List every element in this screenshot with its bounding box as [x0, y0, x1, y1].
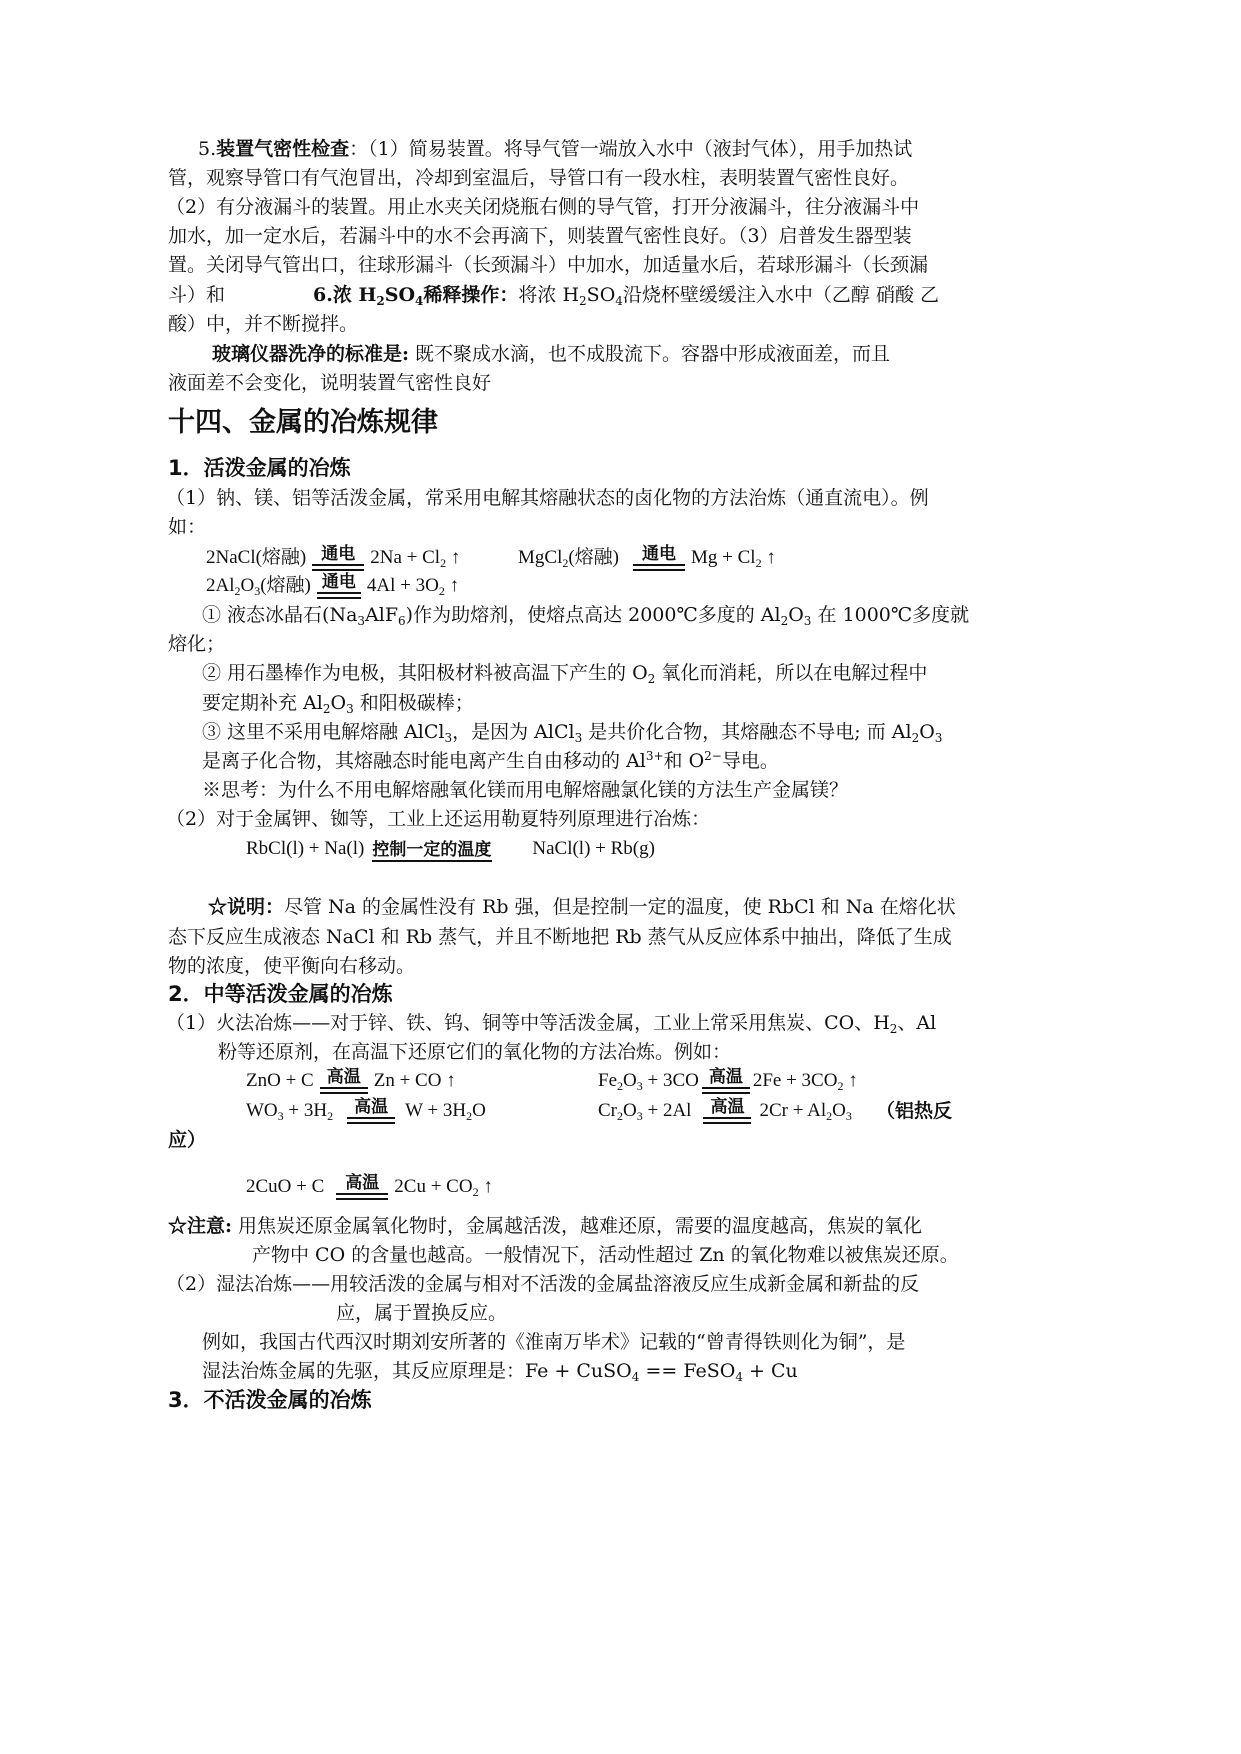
text-line: 管，观察导管口有气泡冒出，冷却到室温后，导管口有一段水柱，表明装置气密性良好。 [168, 167, 910, 189]
text-line: 应） [168, 1129, 207, 1151]
explanation-line: ☆说明：尽管 Na 的金属性没有 Rb 强，但是控制一定的温度，使 RbCl 和 Na 在熔化状 [208, 896, 956, 918]
note-1: ① 液态冰晶石$(Na_3AlF_6)$作为助熔剂，使熔点高达 2000℃多度的 $Al_2O_3$ 在 1000℃多度就 [202, 604, 970, 628]
think-line: ※思考：为什么不用电解熔融氧化镁而用电解熔融氯化镁的方法生产金属镁？ [202, 779, 849, 801]
text-line: 熔化； [168, 633, 226, 655]
equation-zno: ZnO + C 高温 Zn + CO ↑ [246, 1068, 456, 1094]
text-line: （2）湿法冶炼——用较活泼的金属与相对不活泼的金属盐溶液反应生成新金属和新盐的反 [166, 1273, 920, 1295]
note-3: ③ 这里不采用电解熔融 AlCl$_3$，是因为 AlCl$_3$ 是共价化合物，其熔融态不导电; 而 $Al_2O_3$ [202, 721, 943, 745]
subsection-title: 2．中等活泼金属的冶炼 [168, 982, 393, 1006]
text-line: 斗）和 [168, 284, 226, 306]
equation-fe2o3: $Fe_2O_3 + 3CO$ 高温 $2Fe + 3CO_2$ ↑ [598, 1067, 858, 1093]
equation-al2o3: $2Al_2O_3$(熔融) 通电 $4Al + 3O_2$ ↑ [206, 572, 460, 598]
subsection-title: 1．活泼金属的冶炼 [168, 456, 351, 480]
text-line: 产物中 CO 的含量也越高。一般情况下，活动性超过 Zn 的氧化物难以被焦炭还原。 [252, 1244, 959, 1266]
text-line: 要定期补充 $Al_2O_3$ 和阳极碳棒； [202, 692, 474, 716]
equation-mgcl2: MgCl$_2$(熔融) 通电 $Mg + Cl_2$ ↑ [518, 544, 776, 570]
note-2: ② 用石墨棒作为电极，其阳极材料被高温下产生的 $O_2$ 氧化而消耗，所以在电解过程中 [202, 662, 928, 686]
text-line: 液面差不会变化，说明装置气密性良好 [168, 372, 492, 394]
text-line: 湿法治炼金属的先驱，其反应原理是：Fe + CuSO$_4$ == FeSO$_4$ + Cu [202, 1360, 798, 1384]
text-line: 5.装置气密性检查：（1）简易装置。将导气管一端放入水中（液封气体），用手加热试 [198, 138, 913, 160]
text-line: （1）火法冶炼——对于锌、铁、钨、铜等中等活泼金属，工业上常采用焦炭、CO、$H_2$、Al [166, 1012, 937, 1036]
text-line: 应，属于置换反应。 [336, 1302, 508, 1324]
text-line: 物的浓度，使平衡向右移动。 [168, 955, 416, 977]
text-line: 例如，我国古代西汉时期刘安所著的《淮南万毕术》记载的“曾青得铁则化为铜”，是 [202, 1331, 906, 1353]
text-line: 加水，加一定水后，若漏斗中的水不会再滴下，则装置气密性良好。（3）启普发生器型装 [168, 225, 912, 247]
text-line: 是离子化合物，其熔融态时能电离产生自由移动的 $Al^{3+}$和 $O^{2-}$导电。 [202, 749, 779, 772]
text-line: 置。关闭导气管出口，往球形漏斗（长颈漏斗）中加水，加适量水后，若球形漏斗（长颈漏 [168, 254, 929, 276]
text-line: 如： [168, 516, 207, 538]
text-line: （铝热反 [876, 1100, 953, 1122]
text-line: 酸）中，并不断搅拌。 [168, 313, 359, 335]
text-line: 态下反应生成液态 NaCl 和 Rb 蒸气，并且不断地把 Rb 蒸气从反应体系中抽出，降低了生成 [168, 926, 952, 948]
text-line: 6.浓 $H_2SO_4$稀释操作：将浓 $H_2SO_4$沿烧杯壁缓缓注入水中（乙醇 硝酸 乙 [313, 284, 939, 308]
equation-rbcl: RbCl(l) + Na(l) 控制一定的温度 NaCl(l) + Rb(g) [246, 838, 655, 860]
text-line: （2）有分液漏斗的装置。用止水夹关闭烧瓶右侧的导气管，打开分液漏斗，往分液漏斗中 [166, 196, 920, 218]
equation-nacl: 2NaCl(熔融) 通电 $2Na + Cl_2$ ↑ [206, 544, 461, 570]
text-line: （2）对于金属钾、铷等，工业上还运用勒夏特列原理进行冶炼： [166, 808, 711, 830]
section-title: 十四、金属的冶炼规律 [168, 407, 438, 438]
caution-line: ☆注意: 用焦炭还原金属氧化物时，金属越活泼，越难还原，需要的温度越高，焦炭的氧化 [168, 1215, 923, 1237]
text-line: （1）钠、镁、铝等活泼金属，常采用电解其熔融状态的卤化物的方法治炼（通直流电）。例 [166, 487, 929, 509]
equation-wo3: $WO_3 + 3H_2$ 高温 $W + 3H_2O$ [246, 1097, 486, 1123]
equation-cuo: 2CuO + C 高温 $2Cu + CO_2$ ↑ [246, 1173, 493, 1199]
text-line: 粉等还原剂，在高温下还原它们的氧化物的方法冶炼。例如： [218, 1041, 732, 1063]
equation-cr2o3: $Cr_2O_3 + 2Al$ 高温 $2Cr + Al_2O_3$ [598, 1097, 852, 1123]
text-line: 玻璃仪器洗净的标准是: 既不聚成水滴，也不成股流下。容器中形成液面差，而且 [212, 343, 891, 365]
subsection-title: 3．不活泼金属的冶炼 [168, 1388, 372, 1412]
